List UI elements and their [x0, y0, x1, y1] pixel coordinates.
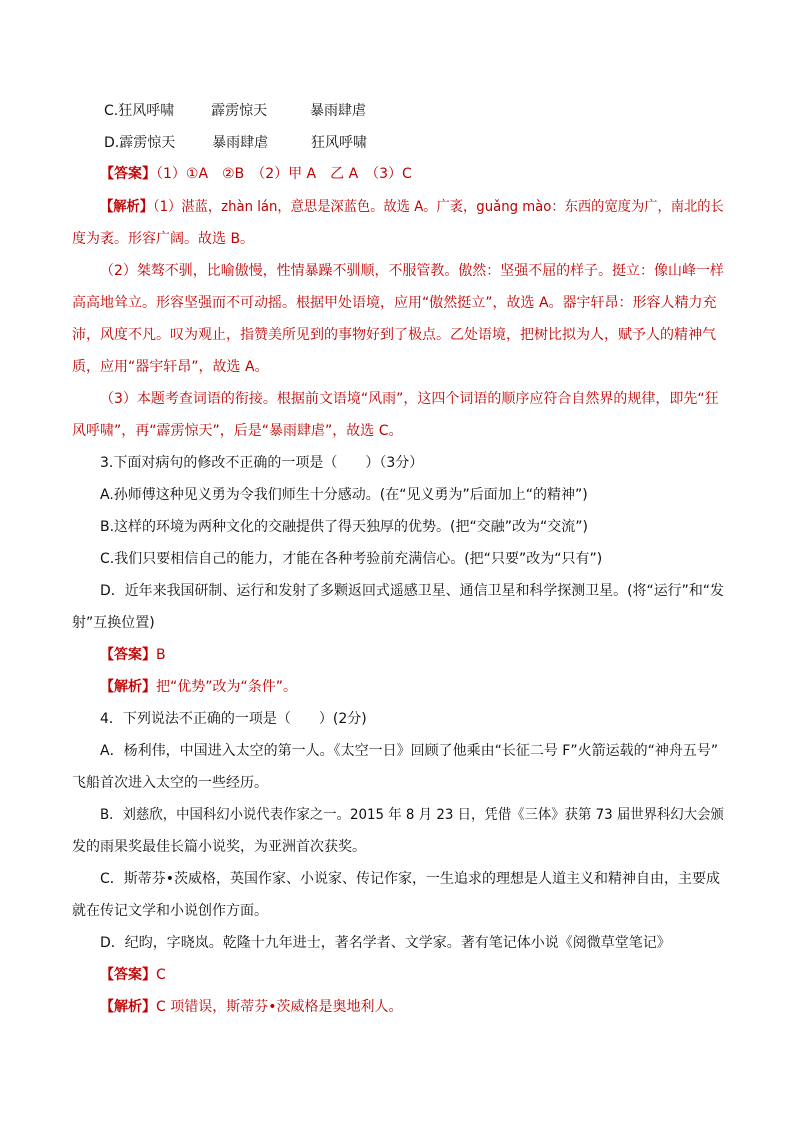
q3-answer	[100, 645, 166, 665]
option-c-word2: 霹雳惊天	[211, 103, 268, 119]
q2-option-c	[104, 101, 366, 121]
option-d-word3: 狂风呼啸	[311, 135, 368, 151]
q2-analysis-1-line2: 度为袤。形容广阔。故选 B。	[72, 231, 255, 247]
q3-option-d-line1: D．近年来我国研制、运行和发射了多颗返回式遥感卫星、通信卫星和科学探测卫星。(将“运行”和“发	[100, 583, 724, 599]
q2-analysis-2-line1: （2）桀骜不驯，比喻傲慢，性情暴躁不驯顺，不服管教。傲然：坚强不屈的样子。挺立：像山峰一样	[100, 263, 724, 279]
analysis-tag: 【解析】	[100, 679, 156, 695]
analysis-text: C 项错误，斯蒂芬•茨威格是奥地利人。	[156, 999, 403, 1015]
q4-answer	[100, 965, 166, 985]
answer-tag: 【答案】	[100, 647, 156, 663]
q2-analysis-2-line3: 沛，风度不凡。叹为观止，指赞美所见到的事物好到了极点。乙处语境，把树比拟为人，赋予人的精神气	[72, 327, 716, 343]
q4-option-a-line2: 飞船首次进入太空的一些经历。	[72, 775, 268, 791]
answer-tag: 【答案】	[100, 166, 156, 182]
answer-text: （1）①A ②B （2）甲 A 乙 A （3）C	[156, 166, 412, 182]
q2-answer	[100, 164, 412, 184]
option-d-word1: D.霹雳惊天	[104, 135, 176, 151]
answer-text: C	[156, 967, 166, 983]
q4-option-a-line1: A．杨利伟，中国进入太空的第一人。《太空一日》回顾了他乘由“长征二号 F”火箭运载的“神舟五号”	[100, 743, 719, 759]
analysis-text: 把“优势”改为“条件”。	[156, 679, 298, 695]
analysis-tag: 【解析】	[100, 199, 154, 215]
answer-tag: 【答案】	[100, 967, 156, 983]
analysis-text: （1）湛蓝，zhàn lán，意思是深蓝色。故选 A。广袤，guǎng mào：东西的宽度为广，南北的长	[153, 199, 724, 215]
option-d-word2: 暴雨肆虐	[212, 135, 269, 151]
option-c-word3: 暴雨肆虐	[310, 103, 367, 119]
q4-analysis	[100, 997, 402, 1017]
q3-option-a: A.孙师傅这种见义勇为令我们师生十分感动。(在“见义勇为”后面加上“的精神”)	[100, 487, 588, 503]
q2-analysis-3-line1: （3）本题考查词语的衔接。根据前文语境“风雨”，这四个词语的顺序应符合自然界的规律，即先“狂	[100, 391, 719, 407]
q2-analysis-1-line1	[100, 197, 724, 217]
q4-option-b-line2: 发的雨果奖最佳长篇小说奖，为亚洲首次获奖。	[72, 839, 366, 855]
q2-analysis-2-line2: 高高地耸立。形容坚强而不可动摇。根据甲处语境，应用“傲然挺立”，故选 A。器宇轩昂：形容人精力充	[72, 295, 717, 311]
q4-option-c-line1: C．斯蒂芬•茨威格，英国作家、小说家、传记作家，一生追求的理想是人道主义和精神自由，主要成	[100, 871, 721, 887]
q2-analysis-2-line4: 质，应用“器宇轩昂”，故选 A。	[72, 359, 269, 375]
analysis-tag: 【解析】	[100, 999, 156, 1015]
option-c-word1: C.狂风呼啸	[104, 103, 175, 119]
q4-option-d: D．纪昀，字晓岚。乾隆十九年进士，著名学者、文学家。著有笔记体小说《阅微草堂笔记》	[100, 935, 671, 951]
q3-stem: 3.下面对病句的修改不正确的一项是（ ）（3分）	[100, 455, 424, 471]
answer-text: B	[156, 647, 166, 663]
q4-stem: 4．下列说法不正确的一项是（ ）(2分)	[100, 711, 367, 727]
q2-option-d	[104, 133, 367, 153]
q3-option-c: C.我们只要相信自己的能力，才能在各种考验前充满信心。(把“只要”改为“只有”)	[100, 551, 603, 567]
q4-option-b-line1: B．刘慈欣，中国科幻小说代表作家之一。2015 年 8 月 23 日，凭借《三体》获第 73 届世界科幻大会颁	[100, 807, 724, 823]
q3-analysis	[100, 677, 297, 697]
q3-option-b: B.这样的环境为两种文化的交融提供了得天独厚的优势。(把“交融”改为“交流”)	[100, 519, 588, 535]
q4-option-c-line2: 就在传记文学和小说创作方面。	[72, 903, 268, 919]
q3-option-d-line2: 射”互换位置)	[72, 615, 155, 631]
q2-analysis-3-line2: 风呼啸”，再“霹雳惊天”，后是“暴雨肆虐”，故选 C。	[72, 423, 403, 439]
